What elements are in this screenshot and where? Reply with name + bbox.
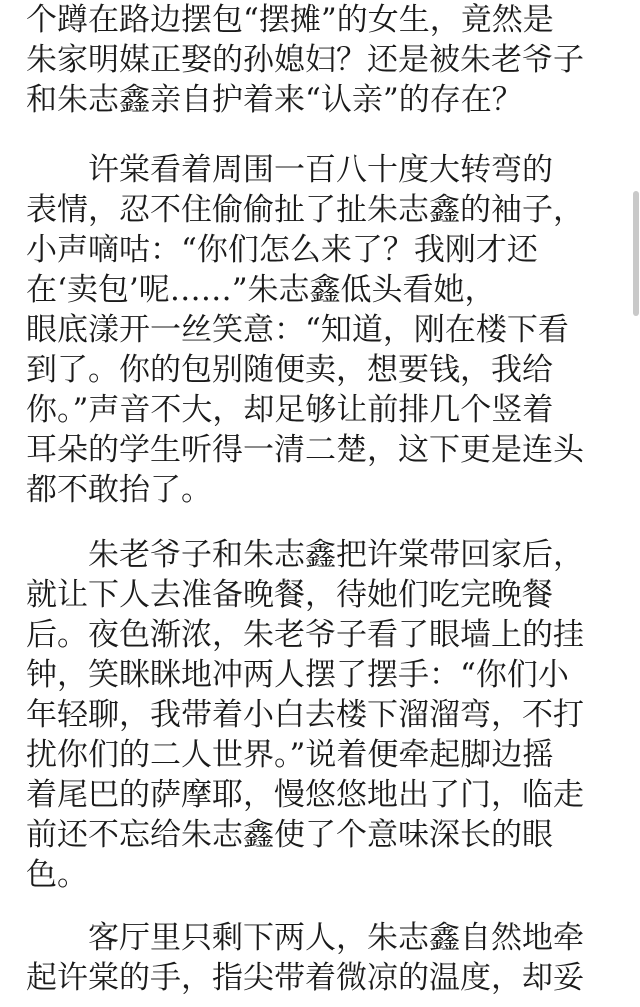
text-line: 色。: [26, 857, 88, 893]
paragraph-3: [26, 535, 606, 895]
text-line: 起许棠的手，指尖带着微凉的温度，却妥: [26, 960, 584, 996]
text-line: 后。夜色渐浓，朱老爷子看了眼墙上的挂: [26, 617, 584, 653]
text-line: 许棠看着周围一百八十度大转弯的: [26, 152, 553, 188]
text-line: 你。”声音不大，却足够让前排几个竖着: [26, 392, 554, 428]
text-line: 前还不忘给朱志鑫使了个意味深长的眼: [26, 817, 553, 853]
text-line: 在‘卖包’呢……”朱志鑫低头看她，: [26, 272, 496, 308]
text-line: 都不敢抬了。: [26, 472, 212, 508]
text-line: 个蹲在路边摆包“摆摊”的女生，竟然是: [26, 2, 554, 38]
vertical-scrollbar[interactable]: [632, 0, 640, 1007]
text-line: 扰你们的二人世界。”说着便牵起脚边摇: [26, 737, 554, 773]
paragraph-1: [26, 0, 606, 120]
text-line: 表情，忍不住偷偷扯了扯朱志鑫的袖子，: [26, 192, 584, 228]
text-line: 朱家明媒正娶的孙媳妇？还是被朱老爷子: [26, 42, 584, 78]
text-line: 朱老爷子和朱志鑫把许棠带回家后，: [26, 537, 584, 573]
text-line: 耳朵的学生听得一清二楚，这下更是连头: [26, 432, 584, 468]
text-line: 和朱志鑫亲自护着来“认亲”的存在？: [26, 82, 523, 118]
text-line: 客厅里只剩下两人，朱志鑫自然地牵: [26, 920, 584, 956]
text-line: 到了。你的包别随便卖，想要钱，我给: [26, 352, 553, 388]
text-line: 小声嘀咕：“你们怎么来了？我刚才还: [26, 232, 538, 268]
paragraph-4: [26, 918, 606, 998]
text-line: 眼底漾开一丝笑意：“知道，刚在楼下看: [26, 312, 569, 348]
text-line: 钟，笑眯眯地冲两人摆了摆手：“你们小: [26, 657, 569, 693]
scrollbar-thumb[interactable]: [633, 191, 639, 316]
text-line: 着尾巴的萨摩耶，慢悠悠地出了门，临走: [26, 777, 584, 813]
paragraph-2: [26, 150, 606, 510]
text-line: 就让下人去准备晚餐，待她们吃完晚餐: [26, 577, 553, 613]
text-line: 年轻聊，我带着小白去楼下溜溜弯，不打: [26, 697, 584, 733]
